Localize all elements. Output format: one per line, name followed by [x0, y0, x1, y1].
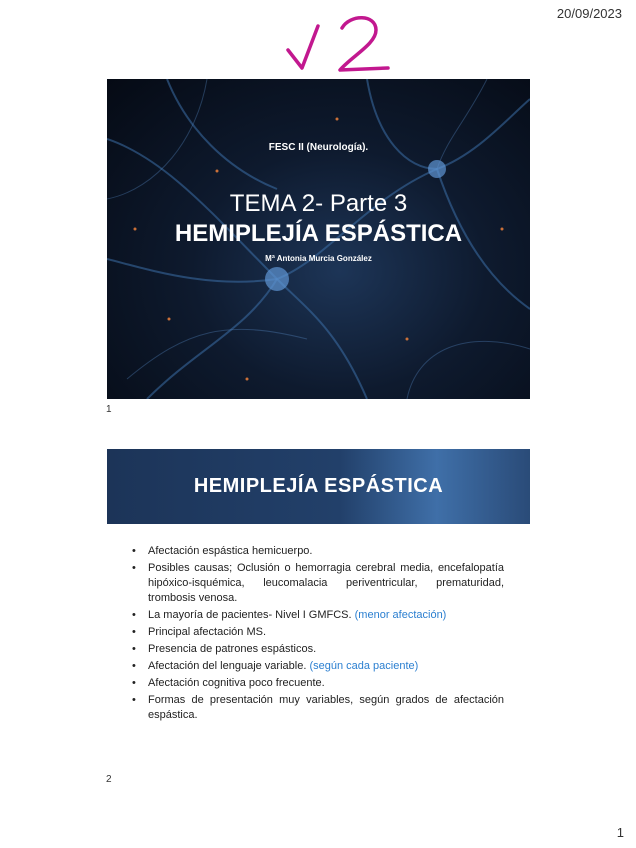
handwritten-annotation	[280, 8, 400, 78]
author-name: Mª Antonia Murcia González	[265, 254, 372, 263]
course-name: FESC II (Neurología).	[268, 142, 369, 153]
document-date: 20/09/2023	[556, 6, 622, 21]
slide-header	[107, 449, 530, 524]
slide-title	[107, 189, 530, 249]
bullet-list	[132, 544, 504, 725]
title-slide	[107, 79, 530, 399]
slide-title-line-1: TEMA 2- Parte 3	[229, 190, 408, 217]
page-number: 1	[616, 825, 624, 840]
bullet-item: • Afectación espástica hemicuerpo.	[132, 544, 504, 559]
bullet-note: (según cada paciente)	[309, 660, 419, 672]
slide-number-2: 2	[106, 774, 112, 785]
bullet-item: • Principal afectación MS.	[132, 625, 504, 640]
bullet-item: • La mayoría de pacientes- Nivel I GMFCS. (menor afectación)	[132, 608, 504, 623]
slide-number-1: 1	[106, 404, 112, 415]
bullet-item: • Afectación del lenguaje variable. (según cada paciente)	[132, 659, 504, 674]
slide-2-title: HEMIPLEJÍA ESPÁSTICA	[193, 475, 444, 497]
bullet-item: • Presencia de patrones espásticos.	[132, 642, 504, 657]
bullet-item: • Formas de presentación muy variables, según grados de afectación espástica.	[132, 693, 504, 723]
bullet-note: (menor afectación)	[354, 609, 447, 621]
bullet-item: • Posibles causas; Oclusión o hemorragia cerebral media, encefalopatía hipóxico-isquémica, leucomalacia periventricular, prematuridad, trombosis venosa.	[132, 561, 504, 606]
slide-title-line-2: HEMIPLEJÍA ESPÁSTICA	[174, 220, 463, 247]
bullet-item: • Afectación cognitiva poco frecuente.	[132, 676, 504, 691]
